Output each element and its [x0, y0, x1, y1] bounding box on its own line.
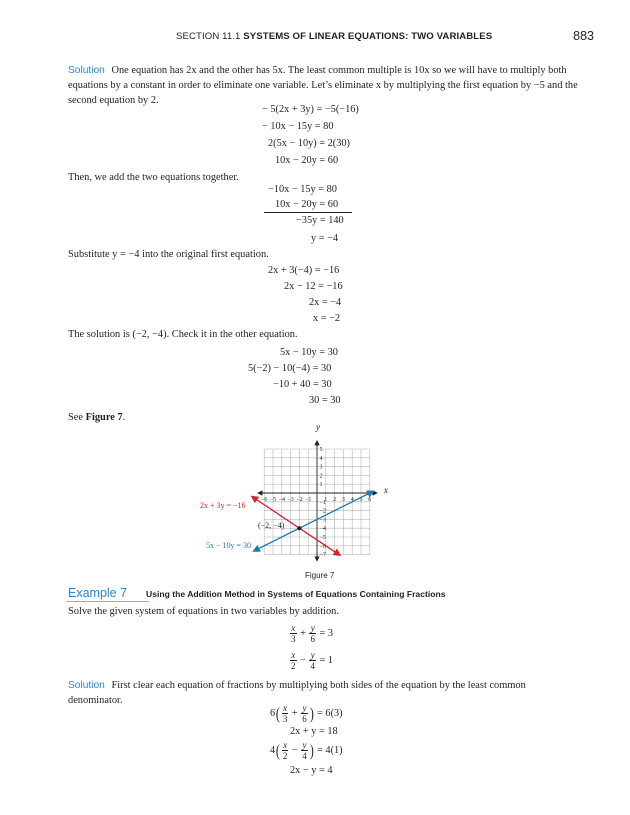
- x-tick-label: 1: [324, 497, 328, 503]
- equation-line: 2x = −4: [309, 297, 342, 308]
- fraction-denominator: 2: [282, 751, 288, 761]
- y-tick-label: −5: [319, 535, 326, 541]
- y-tick-label: 3: [319, 464, 323, 471]
- fraction-numerator: x: [291, 623, 296, 633]
- check-paragraph: The solution is (−2, −4). Check it in the other equation.: [68, 329, 298, 340]
- solution2-line-1: [270, 703, 343, 724]
- fraction: [301, 740, 308, 761]
- solution2-label: Solution: [68, 680, 105, 691]
- example-label: Example 7: [68, 586, 128, 600]
- example-instruction: Solve the given system of equations in two variables by addition.: [68, 606, 339, 617]
- example-underline: [67, 601, 149, 602]
- solution2-line-2: 2x + y = 18: [290, 726, 338, 737]
- equation-line: 5(−2) − 10(−4) = 30: [248, 363, 332, 374]
- coefficient: 6: [270, 707, 276, 719]
- solution2-line-4: 2x − y = 4: [290, 765, 333, 776]
- x-tick-label: 4: [350, 497, 354, 503]
- equation-rhs: = 3: [319, 627, 334, 639]
- y-tick-label: −4: [319, 526, 326, 533]
- solution2-text: First clear each equation of fractions by multiplying both sides of the equation by the least common denominator.: [68, 680, 526, 706]
- left-paren: (: [276, 703, 280, 723]
- fraction-numerator: x: [291, 650, 296, 660]
- fraction: [290, 650, 297, 671]
- equation-line: 10x − 20y = 60: [275, 199, 339, 210]
- fraction-numerator: x: [283, 703, 288, 713]
- fraction-denominator: 3: [282, 714, 288, 724]
- x-tick-label: 2: [333, 497, 337, 503]
- solution-text: One equation has 2x and the other has 5x. The least common multiple is 10x so we will have to multiply both equations by a constant in order to eliminate one variable. Let’s eliminate x by multiplying the first equation by −5 and the second equation by 2.: [68, 65, 578, 106]
- y-tick-label: −6: [319, 543, 326, 550]
- x-tick-label: 3: [341, 497, 345, 503]
- equation-line: 2x − 12 = −16: [284, 281, 343, 292]
- example-equation-1: [289, 623, 333, 644]
- fraction-numerator: y: [302, 740, 307, 750]
- fraction: [282, 740, 289, 761]
- equation-line: y = −4: [311, 233, 339, 244]
- operator: −: [300, 654, 306, 666]
- x-tick-label: −5: [269, 497, 277, 503]
- see-figure-prefix: See: [68, 412, 86, 423]
- solution2-line-3: [270, 740, 343, 761]
- equation-rhs: = 6(3): [317, 707, 343, 719]
- equation-line: −10x − 15y = 80: [268, 184, 337, 195]
- figure-caption: Figure 7: [305, 571, 335, 580]
- equation-line: 2x + 3(−4) = −16: [268, 265, 340, 276]
- right-paren: ): [309, 740, 314, 760]
- equation-rhs: = 1: [319, 654, 334, 666]
- x-tick-label: −4: [278, 497, 285, 503]
- equation-line: x = −2: [313, 313, 341, 324]
- point-label: (−2, −4): [258, 521, 285, 530]
- fraction-numerator: y: [302, 703, 307, 713]
- x-tick-label: −6: [261, 497, 268, 503]
- fraction: [290, 623, 297, 644]
- equation-line: − 10x − 15y = 80: [262, 121, 334, 132]
- left-paren: (: [276, 740, 280, 760]
- solution-label: Solution: [68, 65, 105, 76]
- line1-label: 2x + 3y = −16: [200, 501, 246, 510]
- fraction-denominator: 3: [291, 634, 296, 644]
- fraction-numerator: x: [283, 740, 288, 750]
- y-tick-label: 2: [319, 473, 323, 480]
- equation-line: − 5(2x + 3y) = −5(−16): [262, 104, 359, 115]
- example-equation-2: [289, 650, 333, 671]
- y-tick-label: −3: [319, 517, 326, 524]
- equation-line: 30 = 30: [309, 395, 341, 406]
- fraction-denominator: 6: [302, 714, 307, 724]
- right-paren: ): [309, 703, 314, 723]
- fraction: [309, 623, 316, 644]
- figure-reference: Figure 7: [85, 412, 123, 423]
- y-tick-label: 5: [319, 447, 323, 453]
- fraction: [301, 703, 308, 724]
- equation-line: 5x − 10y = 30: [280, 347, 338, 358]
- x-tick-label: −1: [305, 497, 312, 503]
- equation-rhs: = 4(1): [317, 744, 343, 756]
- operator: +: [300, 627, 306, 639]
- x-tick-label: 6: [368, 497, 372, 503]
- see-figure-suffix: .: [122, 412, 126, 423]
- y-tick-label: −7: [319, 552, 326, 559]
- intersection-point: [297, 526, 301, 530]
- coefficient: 4: [270, 744, 276, 756]
- y-tick-label: 1: [319, 482, 323, 489]
- line2-label: 5x − 10y = 30: [206, 541, 252, 550]
- x-tick-label: 5: [359, 497, 363, 503]
- fraction-denominator: 4: [310, 661, 315, 671]
- fraction-denominator: 6: [310, 634, 315, 644]
- y-tick-label: −2: [319, 508, 326, 515]
- example-title: Using the Addition Method in Systems of Equations Containing Fractions: [146, 589, 446, 599]
- fraction: [309, 650, 316, 671]
- fraction-numerator: y: [310, 623, 315, 633]
- substitute-paragraph: Substitute y = −4 into the original first equation.: [68, 249, 269, 260]
- section-number: SECTION 11.1: [176, 31, 241, 42]
- operator: −: [291, 744, 298, 756]
- fraction-numerator: y: [310, 650, 315, 660]
- equation-line: −35y = 140: [296, 215, 344, 226]
- graph-ticks: [261, 447, 371, 559]
- fraction-denominator: 2: [291, 661, 296, 671]
- fraction-denominator: 4: [302, 751, 307, 761]
- fraction: [282, 703, 289, 724]
- add-paragraph: Then, we add the two equations together.: [68, 172, 239, 183]
- x-tick-label: −2: [296, 497, 303, 503]
- equation-line: 10x − 20y = 60: [275, 155, 339, 166]
- equation-line: −10 + 40 = 30: [273, 379, 332, 390]
- y-axis-label: y: [316, 422, 320, 432]
- y-tick-label: −1: [319, 499, 326, 506]
- section-title: SYSTEMS OF LINEAR EQUATIONS: TWO VARIABLES: [243, 31, 493, 42]
- y-tick-label: 4: [319, 455, 323, 462]
- operator: +: [291, 707, 298, 719]
- page-number: 883: [573, 29, 594, 43]
- x-tick-label: −3: [287, 497, 294, 503]
- x-axis-label: x: [384, 485, 388, 495]
- equation-line: 2(5x − 10y) = 2(30): [268, 138, 350, 149]
